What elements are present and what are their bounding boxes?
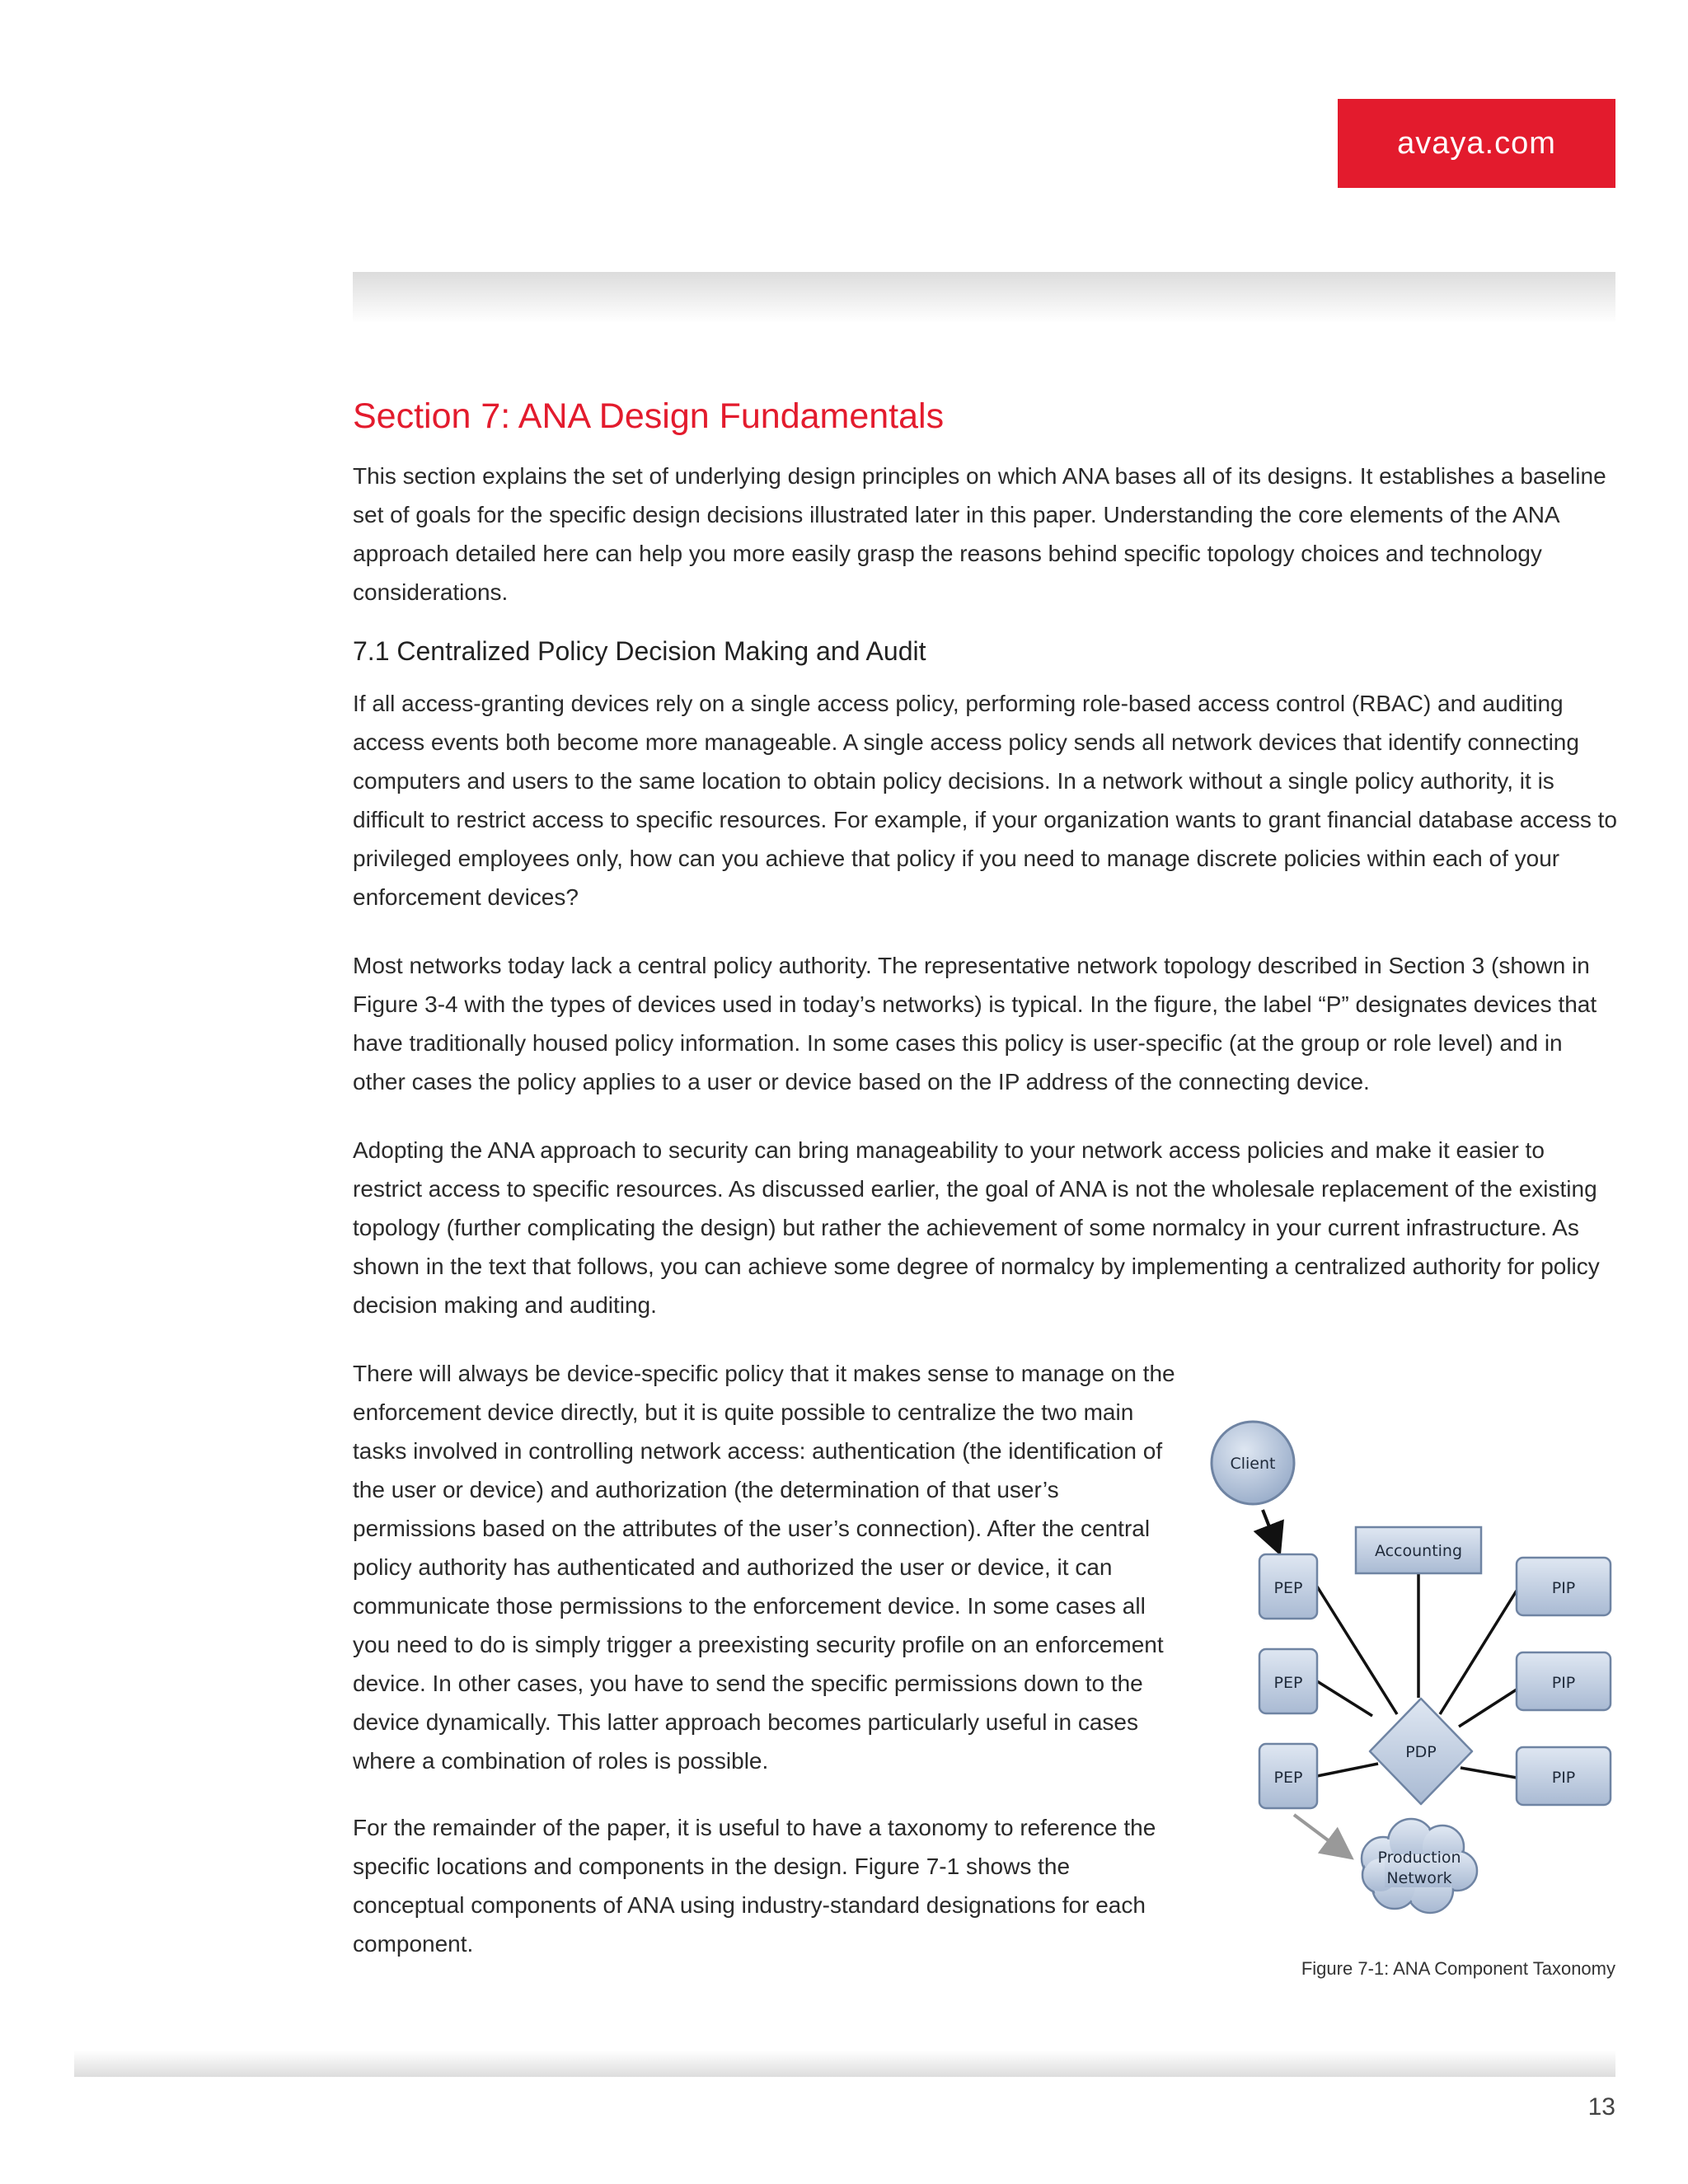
pep-to-network-arrow (1294, 1815, 1343, 1852)
body-paragraph: There will always be device-specific policy that it makes sense to manage on the enforcement device directly, but it is quite possible to centralize the two main tasks involved in controlling network access: authentication (the identification of the user or device) and authorization (the determination of that user’s permissions based on the attributes of the user’s connection). After the central policy authority has authenticated and authorized the user or device, it can communicate those permissions to the enforcement device. In some cases all you need to do is simply trigger a preexisting security profile on an enforcement device. In other cases, you have to send the specific permissions down to the device dynamically. This latter approach becomes particularly useful in cases where a combination of roles is possible. (353, 1361, 1175, 1774)
pep3-pdp-line (1317, 1764, 1378, 1776)
pip-node (1517, 1558, 1611, 1615)
client-label: Client (1230, 1455, 1276, 1473)
subsection-title: 7.1 Centralized Policy Decision Making and Audit (353, 636, 926, 666)
brand-badge[interactable] (1338, 99, 1615, 188)
network-label-line2: Network (1386, 1869, 1452, 1887)
section-intro: This section explains the set of underlying design principles on which ANA bases all of its designs. It establishes a baseline set of goals for the specific design decisions illustrated later in this paper. Understanding the core elements of the ANA approach detailed here can help you more easily grasp the reasons behind specific topology choices and technology considerations. (353, 463, 1606, 605)
pdp-node (1370, 1699, 1472, 1804)
brand-label: avaya.com (1397, 125, 1556, 161)
body-paragraph: Adopting the ANA approach to security can bring manageability to your network access policies and make it easier to restrict access to specific resources. As discussed earlier, the goal of ANA is not the wholesale replacement of the existing topology (further complicating the design) but rather the achievement of some normalcy in your current infrastructure. As shown in the text that follows, you can achieve some degree of normalcy by implementing a centralized authority for policy decision making and auditing. (353, 1137, 1600, 1318)
accounting-node (1356, 1527, 1481, 1573)
page-number: 13 (1587, 2093, 1615, 2121)
client-to-pep-arrow (1263, 1510, 1276, 1544)
pep-label: PEP (1273, 1769, 1303, 1787)
pip-label: PIP (1551, 1769, 1576, 1787)
body-paragraph: For the remainder of the paper, it is useful to have a taxonomy to reference the specific locations and components in the design. Figure 7-1 shows the conceptual components of ANA using industry-standard designations for each component. (353, 1815, 1156, 1957)
figure-caption: Figure 7-1: ANA Component Taxonomy (1301, 1958, 1615, 1979)
body-paragraph: If all access-granting devices rely on a single access policy, performing role-based access control (RBAC) and auditing access events both become more manageable. A single access policy sends all network devices that identify connecting computers and users to the same location to obtain policy decisions. In a network without a single policy authority, it is difficult to restrict access to specific resources. For example, if your organization wants to grant financial database access to privileged employees only, how can you achieve that policy if you need to manage discrete policies within each of your enforcement devices? (353, 691, 1617, 910)
pep-label: PEP (1273, 1579, 1303, 1597)
header-divider-band (353, 272, 1615, 323)
pip3-pdp-line (1461, 1768, 1517, 1778)
pip-label: PIP (1551, 1674, 1576, 1692)
body-paragraph: Most networks today lack a central policy authority. The representative network topology described in Section 3 (shown in Figure 3-4 with the types of devices used in today’s networks) is typical. In the figure, the label “P” designates devices that have traditionally housed policy information. In some cases this policy is user-specific (at the group or role level) and in other cases the policy applies to a user or device based on the IP address of the connecting device. (353, 953, 1597, 1094)
footer-divider-band (74, 2050, 1615, 2077)
pip-node (1517, 1747, 1611, 1805)
pdp-label: PDP (1405, 1743, 1437, 1761)
pep-node (1259, 1649, 1317, 1713)
pep1-pdp-line (1317, 1586, 1397, 1714)
pep-node (1259, 1744, 1317, 1808)
ana-taxonomy-diagram (1195, 1405, 1624, 1949)
client-node (1212, 1422, 1294, 1504)
pep-label: PEP (1273, 1674, 1303, 1692)
network-label-line1: Production (1377, 1849, 1461, 1867)
pip-label: PIP (1551, 1579, 1576, 1597)
pip-node (1517, 1652, 1611, 1710)
pep2-pdp-line (1317, 1681, 1372, 1716)
production-network-cloud (1362, 1819, 1477, 1913)
section-title: Section 7: ANA Design Fundamentals (353, 396, 945, 436)
pep-node (1259, 1554, 1317, 1619)
ana-taxonomy-figure (1195, 1405, 1624, 1949)
accounting-label: Accounting (1374, 1542, 1463, 1560)
pip2-pdp-line (1459, 1690, 1517, 1727)
